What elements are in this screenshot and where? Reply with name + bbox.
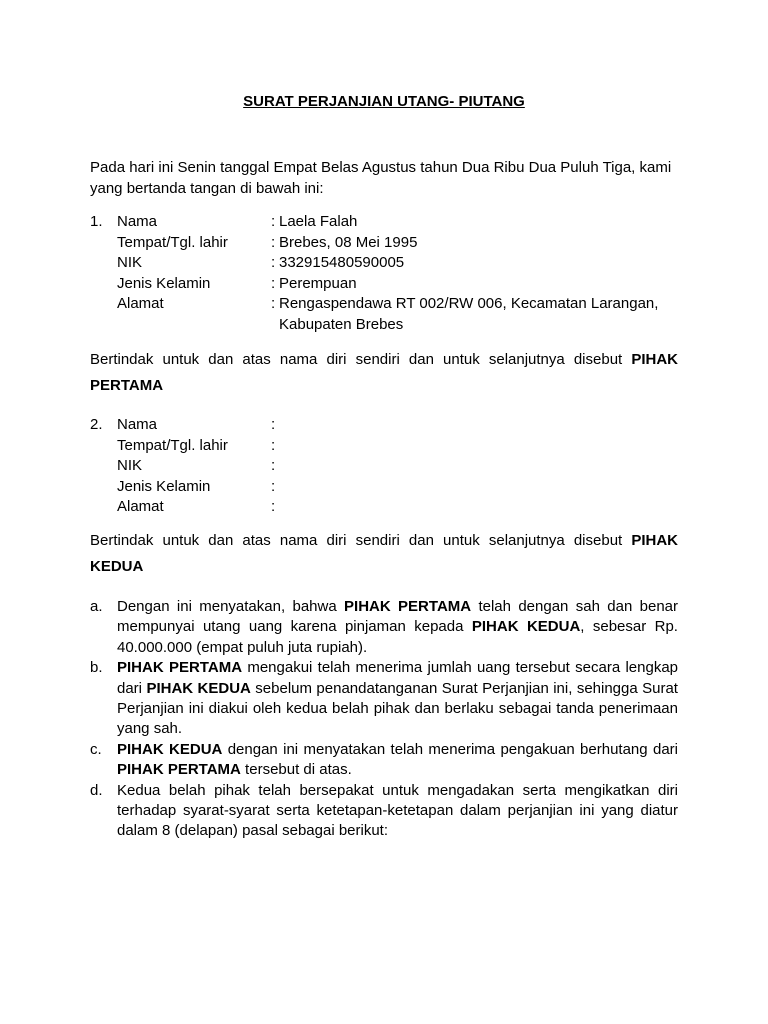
field-label: Jenis Kelamin [117,274,211,292]
field-colon: : [271,233,276,251]
document-title: SURAT PERJANJIAN UTANG- PIUTANG [243,93,525,110]
field-label: Jenis Kelamin [117,477,211,495]
clause-bold-part: PIHAK PERTAMA [344,598,472,615]
clause-marker: c. [90,740,102,758]
field-colon: : [271,254,276,271]
field-value: Brebes, 08 Mei 1995 [279,233,418,251]
clause-text [117,740,678,781]
field-label: NIK [117,254,143,271]
clause-marker: d. [90,781,103,799]
field-colon: : [271,498,276,515]
party-1-designation [90,350,678,370]
clause-text-part: sebelum penandatanganan Surat Perjanjian ini, sehingga Surat Perjanjian ini diakui oleh kedua belah pihak dan berlaku sebagai tanda penerimaan yang sah. [117,679,678,738]
field-colon: : [271,477,276,495]
party-2-designation-continued: KEDUA [90,558,144,575]
field-label: Nama [117,213,158,230]
designation-text: Bertindak untuk dan atas nama diri sendiri dan untuk selanjutnya disebut [90,351,623,368]
clause-marker: b. [90,659,103,677]
clause-bold-part: PIHAK KEDUA [471,618,581,636]
clause-bold-part: PIHAK PERTAMA [117,659,243,677]
field-label: Alamat [117,498,164,515]
field-colon: : [271,457,276,474]
field-colon: : [271,295,276,312]
clause-bold-part: PIHAK KEDUA [117,740,223,758]
field-value: 332915480590005 [279,254,405,271]
party-2-designation [90,531,678,551]
party-1-number: 1. [90,213,103,230]
party-1-designation-continued: PERTAMA [90,377,164,394]
field-colon: : [271,274,276,292]
clause-bold-part: PIHAK KEDUA [146,679,251,697]
clause-text-part: tersebut di atas. [240,761,352,779]
clause-text [117,658,678,740]
clause-text-part: dengan ini menyatakan telah menerima pengakuan berhutang dari [222,740,678,758]
party-2-number: 2. [90,416,103,433]
field-label: Tempat/Tgl. lahir [117,436,228,454]
clause-text [117,597,678,658]
intro-paragraph: Pada hari ini Senin tanggal Empat Belas Agustus tahun Dua Ribu Dua Puluh Tiga, kami yang bertanda tangan di bawah ini: [90,159,672,197]
clause-bold-part: PIHAK PERTAMA [117,761,241,779]
field-colon: : [271,213,276,230]
clause-b [90,658,678,740]
clause-text-part: mengakui telah menerima jumlah uang tersebut secara lengkap dari [117,659,679,697]
field-label: Tempat/Tgl. lahir [117,233,228,251]
clause-a [90,597,678,658]
clause-text-part: Dengan ini menyatakan, bahwa [117,598,345,615]
clause-text-part: telah dengan sah dan benar mempunyai utang uang karena pinjaman kepada [117,598,679,636]
designation-bold: PIHAK [631,351,678,368]
field-colon: : [271,416,276,433]
field-value: Laela Falah [279,213,358,230]
field-label: Nama [117,416,158,433]
clause-text-part: , sebesar Rp. 40.000.000 (empat puluh juta rupiah). [117,618,678,656]
clause-marker: a. [90,598,103,615]
clause-text-part: Kedua belah pihak telah bersepakat untuk mengadakan serta mengikatkan diri terhadap syarat-syarat serta ketetapan-ketetapan dalam perjanjian ini yang diatur dalam 8 (delapan) pasal sebagai berikut: [117,781,678,840]
clause-list [90,597,678,842]
field-colon: : [271,436,276,454]
field-value: Rengaspendawa RT 002/RW 006, Kecamatan Larangan, [279,295,659,312]
field-value-continued: Kabupaten Brebes [279,315,404,333]
field-label: NIK [117,457,143,474]
designation-bold: PIHAK [631,532,678,549]
field-value: Perempuan [279,274,357,292]
clause-text [117,781,678,842]
clause-c [90,740,678,781]
clause-d [90,781,678,842]
field-label: Alamat [117,295,164,312]
designation-text: Bertindak untuk dan atas nama diri sendiri dan untuk selanjutnya disebut [90,532,623,549]
